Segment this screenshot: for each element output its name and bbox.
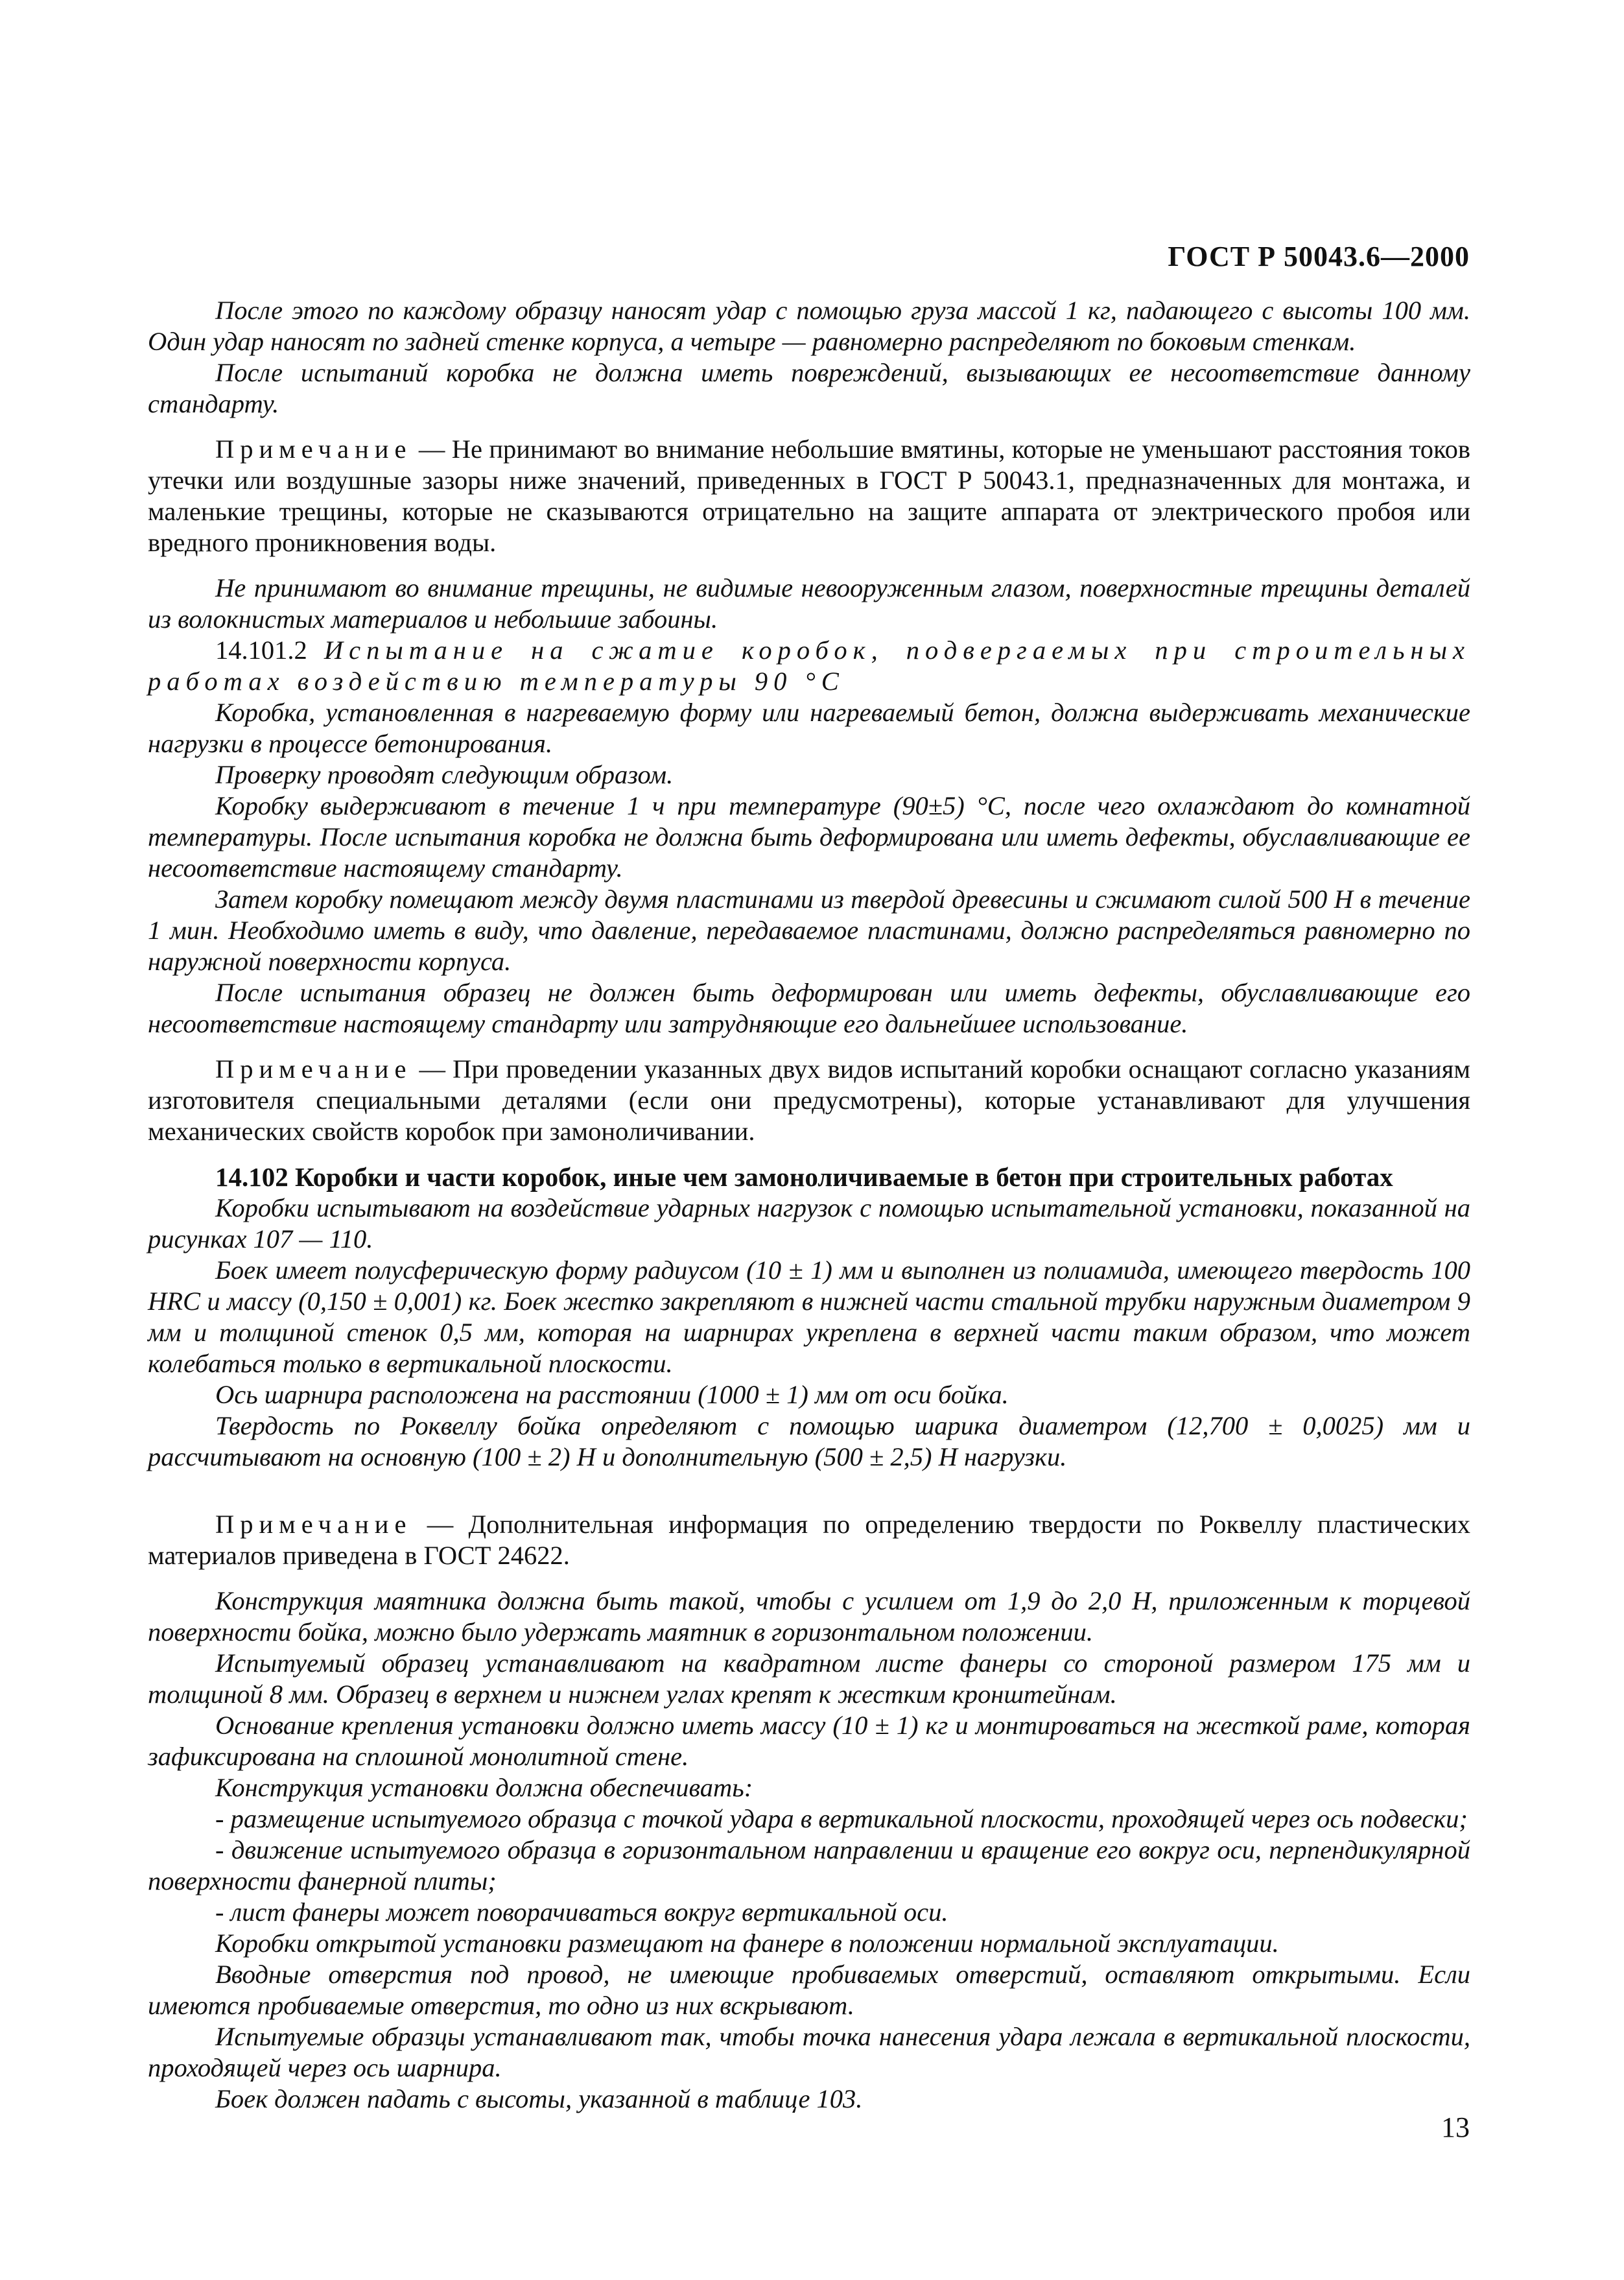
paragraph: Конструкция маятника должна быть такой, чтобы с усилием от 1,9 до 2,0 Н, приложенным к торцевой поверхности бойка, можно было удержать маятник в горизонтальном положении. [148, 1586, 1470, 1646]
paragraph: После испытания образец не должен быть деформирован или иметь дефекты, обуславливающие его несоответствие настоящему стандарту или затрудняющие его дальнейшее использование. [148, 978, 1470, 1038]
page-number: 13 [1441, 2111, 1470, 2143]
paragraph: Основание крепления установки должно иметь массу (10 ± 1) кг и монтироваться на жесткой раме, которая зафиксирована на сплошной монолитной стене. [148, 1711, 1470, 1771]
paragraph: Не принимают во внимание трещины, не видимые невооруженным глазом, поверхностные трещины деталей из волокнистых материалов и небольшие забоины. [148, 573, 1470, 634]
paragraph: Конструкция установки должна обеспечивать: [215, 1773, 753, 1802]
paragraph: Ось шарнира расположена на расстоянии (1000 ± 1) мм от оси бойка. [215, 1380, 1009, 1409]
paragraph: Боек имеет полусферическую форму радиусом (10 ± 1) мм и выполнен из полиамида, имеющего твердость 100 HRC и массу (0,150 ± 0,001) кг. Боек жестко закрепляют в нижней части стальной трубки наружным диаметром 9 мм и толщиной стенок 0,5 мм, которая на шарнирах укреплена в верхней части таким образом, что может колебаться только в вертикальной плоскости. [148, 1255, 1470, 1378]
paragraph: Испытуемые образцы устанавливают так, чтобы точка нанесения удара лежала в вертикальной плоскости, проходящей через ось шарнира. [148, 2022, 1470, 2082]
paragraph: Боек должен падать с высоты, указанной в таблице 103. [215, 2084, 863, 2113]
note-text: — Дополнительная информация по определению твердости по Роквеллу пластических материалов приведена в ГОСТ 24622. [148, 1510, 1470, 1570]
note-label: Примечание [215, 434, 412, 464]
paragraph: Коробку выдерживают в течение 1 ч при температуре (90±5) °С, после чего охлаждают до комнатной температуры. После испытания коробка не должна быть деформирована или иметь дефекты, обуславливающие ее несоответствие настоящему стандарту. [148, 791, 1470, 883]
note-label: Примечание [215, 1054, 412, 1084]
paragraph: Проверку проводят следующим образом. [215, 760, 674, 789]
document-code-header: ГОСТ Р 50043.6—2000 [1168, 241, 1470, 272]
list-item: - движение испытуемого образца в горизонтальном направлении и вращение его вокруг оси, перпендикулярной поверхности фанерной плиты; [148, 1835, 1470, 1895]
subsection-title: Испытание на сжатие коробок, подвергаемых при строительных работах воздействию температуры 90 °С [148, 635, 1471, 696]
note [148, 1054, 1470, 1147]
paragraph: Коробка, установленная в нагреваемую форму или нагреваемый бетон, должна выдерживать механические нагрузки в процессе бетонирования. [148, 698, 1470, 758]
list-item: - размещение испытуемого образца с точкой удара в вертикальной плоскости, проходящей через ось подвески; [215, 1804, 1468, 1833]
paragraph: Коробки испытывают на воздействие ударных нагрузок с помощью испытательной установки, показанной на рисунках 107 — 110. [148, 1193, 1470, 1253]
paragraph: После испытаний коробка не должна иметь повреждений, вызывающих ее несоответствие данному стандарту. [148, 358, 1470, 418]
note-text: — Не принимают во внимание небольшие вмятины, которые не уменьшают расстояния токов утечки или воздушные зазоры ниже значений, приведенных в ГОСТ Р 50043.1, предназначенных для монтажа, и маленькие трещины, которые не сказываются отрицательно на защите аппарата от электрического пробоя или вредного проникновения воды. [148, 434, 1470, 557]
paragraph: Затем коробку помещают между двумя пластинами из твердой древесины и сжимают силой 500 Н в течение 1 мин. Необходимо иметь в виду, что давление, передаваемое пластинами, должно распределяться равномерно по наружной поверхности корпуса. [148, 885, 1470, 976]
note-label: Примечание [215, 1510, 412, 1539]
section-heading: 14.102 Коробки и части коробок, иные чем замоноличиваемые в бетон при строительных работах [215, 1162, 1393, 1192]
list-item: - лист фанеры может поворачиваться вокруг вертикальной оси. [215, 1897, 948, 1927]
note [148, 1509, 1470, 1571]
document-body [148, 295, 1470, 2115]
paragraph: Твердость по Роквеллу бойка определяют с помощью шарика диаметром (12,700 ± 0,0025) мм и рассчитывают на основную (100 ± 2) Н и дополнительную (500 ± 2,5) Н нагрузки. [148, 1411, 1470, 1471]
subsection-number: 14.101.2 [215, 635, 324, 665]
paragraph: После этого по каждому образцу наносят удар с помощью груза массой 1 кг, падающего с высоты 100 мм. Один удар наносят по задней стенке корпуса, а четыре — равномерно распределяют по боковым стенкам. [148, 296, 1470, 356]
subsection-heading [148, 635, 1470, 697]
paragraph: Вводные отверстия под провод, не имеющие пробиваемых отверстий, оставляют открытыми. Если имеются пробиваемые отверстия, то одно из них вскрывают. [148, 1960, 1470, 2020]
paragraph: Коробки открытой установки размещают на фанере в положении нормальной эксплуатации. [215, 1929, 1279, 1958]
note-text: — При проведении указанных двух видов испытаний коробки оснащают согласно указаниям изготовителя специальными деталями (если они предусмотрены), которые устанавливают для улучшения механических свойств коробок при замоноличивании. [148, 1054, 1470, 1146]
paragraph: Испытуемый образец устанавливают на квадратном листе фанеры со стороной размером 175 мм и толщиной 8 мм. Образец в верхнем и нижнем углах крепят к жестким кронштейнам. [148, 1648, 1470, 1709]
note [148, 434, 1470, 558]
